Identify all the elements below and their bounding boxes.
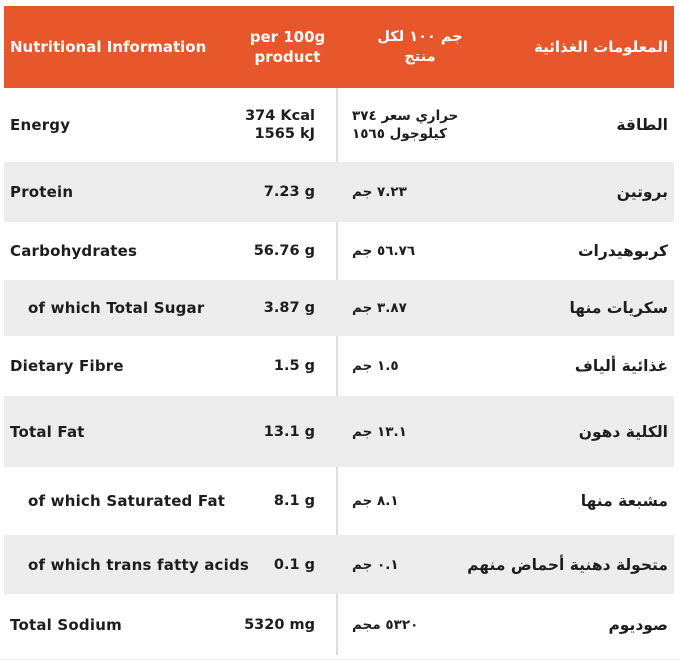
- table-row-energy: [4, 88, 674, 162]
- row-value-en: [4, 88, 315, 162]
- row-label-ar: منهم‎ أحماض‎ دهنية‎ متحولة: [467, 555, 668, 574]
- table-row-total-sugar: [4, 280, 674, 336]
- table-row-total-fat: [4, 396, 674, 467]
- header-per-100g-en-line2: product: [254, 48, 321, 66]
- row-value-ar: ١٣.١ جم: [352, 423, 407, 440]
- row-label-ar: صوديوم: [608, 615, 668, 634]
- row-value-en: 7.23 g: [263, 184, 315, 200]
- header-per-100g-en: [230, 6, 345, 88]
- energy-kj-ar: ١٥٦٥‎ كيلوجول: [352, 126, 447, 142]
- row-value-ar: [352, 88, 458, 162]
- energy-kcal: 374 Kcal: [245, 108, 315, 124]
- header-title-en: Nutritional Information: [10, 38, 207, 56]
- energy-kcal-ar: ٣٧٤‎ سعر‎ حراري: [352, 108, 459, 124]
- header-per-100g-ar-line1: لكل‎ ١٠٠‎ جم: [377, 29, 463, 45]
- row-label-en: of which Total Sugar: [28, 299, 205, 317]
- row-label-ar: منها‎ سكريات: [569, 299, 668, 317]
- table-row-carbohydrates: [4, 222, 674, 280]
- table-row-dietary-fibre: [4, 336, 674, 396]
- row-label-ar: دهون‎ الكلية: [578, 422, 668, 441]
- row-label-en: Energy: [10, 116, 71, 134]
- row-label-en: Protein: [10, 183, 74, 201]
- row-value-en: 0.1 g: [273, 556, 315, 573]
- bottom-rule: [0, 659, 679, 660]
- row-label-ar: كربوهيدرات: [577, 242, 668, 260]
- row-label-ar: ألياف‎ غذائية: [574, 357, 668, 375]
- row-label-ar: بروتين: [616, 183, 668, 201]
- header-per-100g-ar: [356, 6, 484, 88]
- row-label-en: of which Saturated Fat: [28, 492, 226, 510]
- row-value-ar: ٠.١ جم: [352, 556, 399, 573]
- row-value-en: 1.5 g: [273, 358, 315, 374]
- table-row-protein: [4, 162, 674, 222]
- row-value-ar: ٧.٢٣ جم: [352, 184, 407, 200]
- row-value-ar: ٥٣٢٠ مجم: [352, 616, 419, 633]
- table-row-saturated-fat: [4, 467, 674, 535]
- row-value-en: 13.1 g: [263, 423, 315, 440]
- row-label-ar: منها‎ مشبعة: [580, 492, 668, 510]
- energy-kj: 1565 kJ: [254, 126, 315, 142]
- table-header: [4, 6, 674, 88]
- table-row-trans-fatty-acids: [4, 535, 674, 594]
- row-value-en: 5320 mg: [244, 616, 315, 633]
- header-per-100g-ar-line2: منتج: [404, 49, 436, 65]
- row-label-en: Total Sodium: [10, 615, 122, 634]
- row-value-ar: ١.٥ جم: [352, 358, 399, 374]
- row-label-en: Total Fat: [10, 422, 85, 441]
- row-label-en: Dietary Fibre: [10, 357, 124, 375]
- header-per-100g-en-line1: per 100g: [249, 28, 326, 46]
- row-value-en: 56.76 g: [253, 243, 315, 259]
- row-value-en: 8.1 g: [273, 493, 315, 509]
- row-label-ar: الطاقة: [616, 116, 668, 134]
- row-value-ar: ٨.١ جم: [352, 493, 399, 509]
- table-row-total-sodium: [4, 594, 674, 655]
- row-value-en: 3.87 g: [263, 300, 315, 316]
- row-label-en: of which trans fatty acids: [28, 555, 250, 574]
- header-title-ar: المعلومات الغذائية: [534, 38, 668, 56]
- row-value-ar: ٥٦.٧٦ جم: [352, 243, 416, 259]
- row-value-ar: ٣.٨٧ جم: [352, 300, 407, 316]
- row-label-en: Carbohydrates: [10, 242, 138, 260]
